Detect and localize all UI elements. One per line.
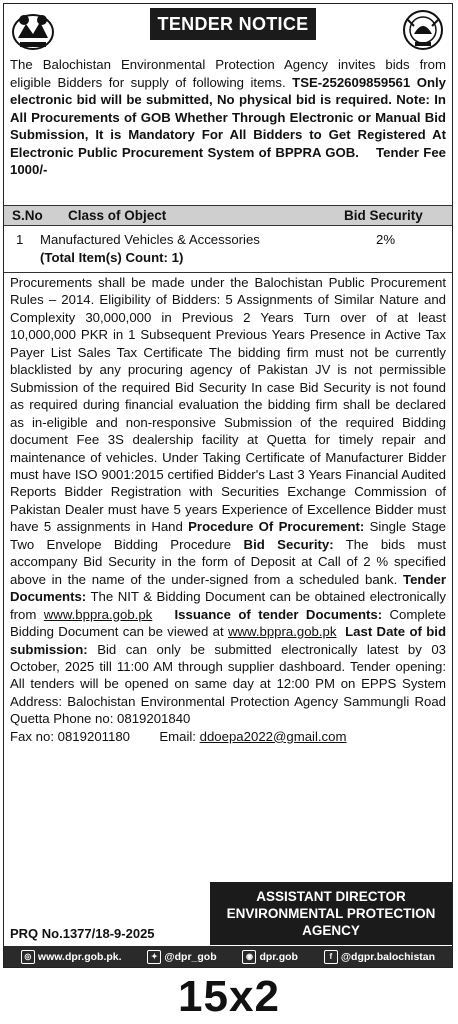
section-divider [4, 272, 452, 273]
items-table-header [4, 205, 452, 226]
intro-lead: The Balochistan Environmental Protection Agency invites bids from eligible Bidders for supply of following items. [10, 57, 446, 90]
header-bid-security: Bid Security [344, 208, 423, 223]
eligibility-text: Procurements shall be made under the Balochistan Public Procurement Rules – 2014. Eligibility of Bidders: 5 Assignments of Similar Nature and Complexity 30,000,000 in Previous 2 Years Turn over of at least 10,000,000 PKR in 1 Subsequent Previous Years Presence in Active Tax Payer List Sales Tax Certificate The bidding firm must not be currently blacklisted by any procuring agency of Pakistan JV is not permissible Submission of the required Bid Security In case Bid Security is not found as required during financial evaluation the bidding firm shall be declared as in-eligible and non-responsive Submission of the required Bidding document Fee 3S dealership facility at Quetta for timely repair and maintenance of vehicles. Under Taking Certificate of Manufacturer Bidder must have ISO 9001:2015 certified Bidder's Last 3 Years Financial Audited Reports Bidder Registration with Securities Exchange Commission of Pakistan Dealer must have 5 years Experience of Excellence Bidder must have 5 assignments in Hand [10, 275, 446, 535]
header-sno: S.No [12, 208, 43, 223]
notice-header [4, 4, 452, 56]
agency-seal-icon [400, 8, 446, 52]
twitter-icon: ✦ [147, 950, 161, 964]
email-label: Email: [159, 728, 196, 744]
email-link[interactable]: ddoepa2022@gmail.com [199, 728, 347, 744]
instagram-handle: dpr.gob [259, 951, 298, 963]
tender-fee: Tender Fee 1000/- [10, 144, 447, 177]
last-date-text: Bid can only be submitted electronically latest by 03 October, 2025 till 11:00 AM through supplier dashboard. Tender opening: All tenders will be opened on same day at 12:00 PM on EPPS System Address: Balochistan Environmental Protection Agency Sammungli Road Quetta Phone no: 0819201840 [10, 641, 446, 727]
intro-paragraph [10, 56, 446, 179]
signature-block [210, 882, 452, 945]
issuance-text: Complete Bidding Document can be viewed at [10, 606, 446, 640]
issuance-label: Issuance of tender Documents: [174, 606, 383, 622]
fax-number: Fax no: 0819201180 [10, 728, 131, 744]
tender-notice [3, 3, 453, 968]
tender-documents-label: Tender Documents: [10, 571, 446, 605]
prq-number: PRQ No.1377/18-9-2025 [10, 926, 155, 941]
row-security: 2% [376, 232, 396, 247]
instagram-icon: ◉ [242, 950, 256, 964]
facebook-item[interactable] [324, 950, 435, 964]
bppra-link[interactable]: www.bppra.gob.pk [43, 606, 153, 622]
last-date-label: Last Date of bid submission: [10, 624, 446, 657]
intro-requirements: Only electronic bid will be submitted, No physical bid is required. Note: In All Procurements of GOB Whether Through Electronic or Manual Bid Submission, It is Mandatory For All Bidders to Get Registered At Electronic Public Procurement System of BPPRA GOB. [10, 74, 446, 160]
page-title: TENDER NOTICE [150, 8, 316, 40]
facebook-icon: f [324, 950, 338, 964]
twitter-handle: @dpr_gob [164, 951, 217, 963]
procedure-text: Single Stage Two Envelope Bidding Procedure [10, 519, 446, 552]
bid-security-text: The bids must accompany Bid Security in the form of Deposit at Call of 2 % specified above in the name of the under-signed from a scheduled bank. [10, 536, 446, 587]
ad-size-label: 15x2 [178, 972, 280, 1021]
signature-line-1: ASSISTANT DIRECTOR [256, 889, 406, 904]
social-footer [4, 946, 452, 968]
website-item[interactable] [21, 950, 122, 964]
globe-icon: ◎ [21, 950, 35, 964]
header-class-of-object: Class of Object [68, 208, 167, 223]
bid-security-label: Bid Security: [243, 536, 334, 552]
signature-line-2: ENVIRONMENTAL PROTECTION [226, 906, 436, 921]
row-sno: 1 [16, 232, 24, 247]
signature-line-3: AGENCY [302, 923, 360, 938]
row-class: Manufactured Vehicles & Accessories [40, 232, 260, 247]
tender-documents-text: The NIT & Bidding Document can be obtained electronically from [10, 589, 446, 622]
tender-details [10, 274, 446, 745]
tse-number: TSE-252609859561 [292, 74, 411, 90]
instagram-item[interactable] [242, 950, 298, 964]
total-items-count: (Total Item(s) Count: 1) [40, 250, 184, 265]
website-text: www.dpr.gob.pk. [37, 951, 122, 963]
facebook-handle: @dgpr.balochistan [340, 951, 436, 963]
government-emblem-icon [10, 8, 56, 52]
bppra-link-issuance[interactable]: www.bppra.gob.pk [227, 624, 337, 640]
procedure-label: Procedure Of Procurement: [188, 519, 365, 535]
twitter-item[interactable] [147, 950, 216, 964]
